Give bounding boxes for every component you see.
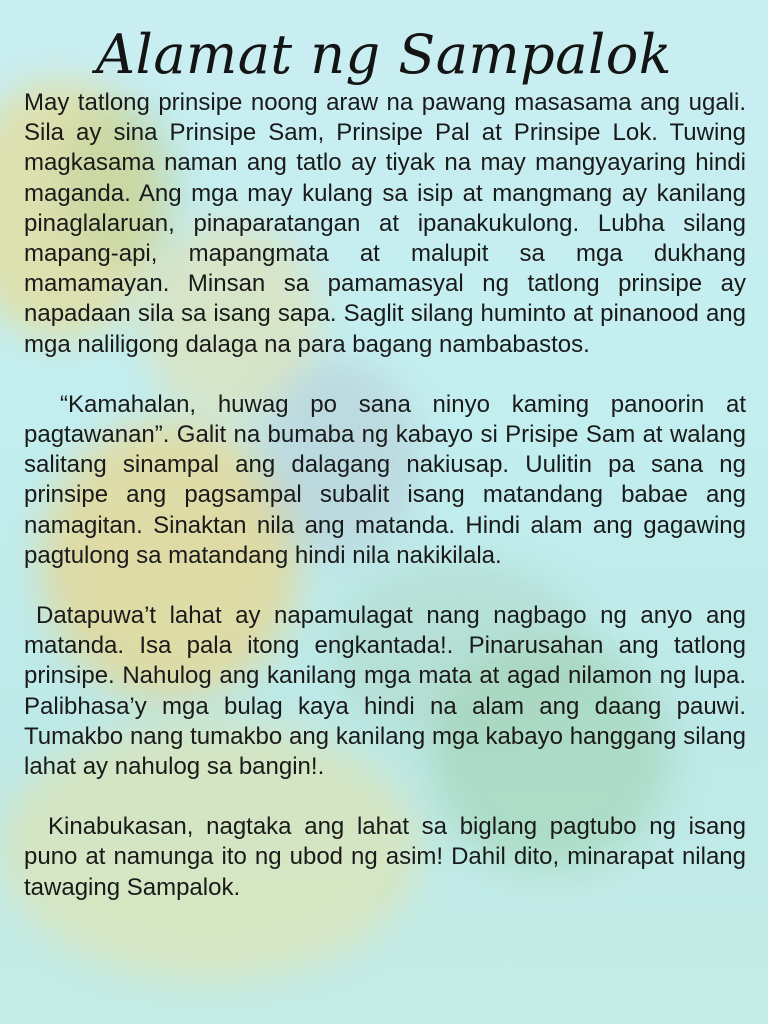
paragraph-2: “Kamahalan, huwag po sana ninyo kaming panoorin at pagtawanan”. Galit na bumaba ng kabayo si Prisipe Sam at walang salitang sinampal ang dalagang nakiusap. Uulitin pa sana ng prinsipe ang pagsampal subalit isang matandang babae ang namagitan. Sinaktan nila ang matanda. Hindi alam ang gagawing pagtulong sa matandang hindi nila nakikilala.: [24, 390, 746, 569]
story-body: [24, 88, 746, 933]
paragraph-4: Kinabukasan, nagtaka ang lahat sa biglang pagtubo ng isang puno at namunga ito ng ubod ng asim! Dahil dito, minarapat nilang tawaging Sampalok.: [24, 813, 746, 901]
page-title: Alamat ng Sampalok: [96, 23, 672, 86]
paragraph-1: May tatlong prinsipe noong araw na pawang masasama ang ugali. Sila ay sina Prinsipe Sam, Prinsipe Pal at Prinsipe Lok. Tuwing magkasama naman ang tatlo ay tiyak na may mangyayaring hindi maganda. Ang mga may kulang sa isip at mangmang ay kanilang pinaglalaruan, pinaparatangan at ipanakukulong. Lubha silang mapang-api, mapangmata at malupit sa mga dukhang mamamayan. Minsan sa pamamasyal ng tatlong prinsipe ay napadaan sila sa isang sapa. Saglit silang huminto at pinanood ang mga naliligong dalaga na para bagang nambabastos.: [24, 89, 746, 358]
paragraph-3: Datapuwa’t lahat ay napamulagat nang nagbago ng anyo ang matanda. Isa pala itong engkantada!. Pinarusahan ang tatlong prinsipe. Nahulog ang kanilang mga mata at agad nilamon ng lupa. Palibhasa’y mga bulag kaya hindi na alam ang daang pauwi. Tumakbo nang tumakbo ang kanilang mga kabayo hanggang silang lahat ay nahulog sa bangin!.: [24, 602, 746, 781]
